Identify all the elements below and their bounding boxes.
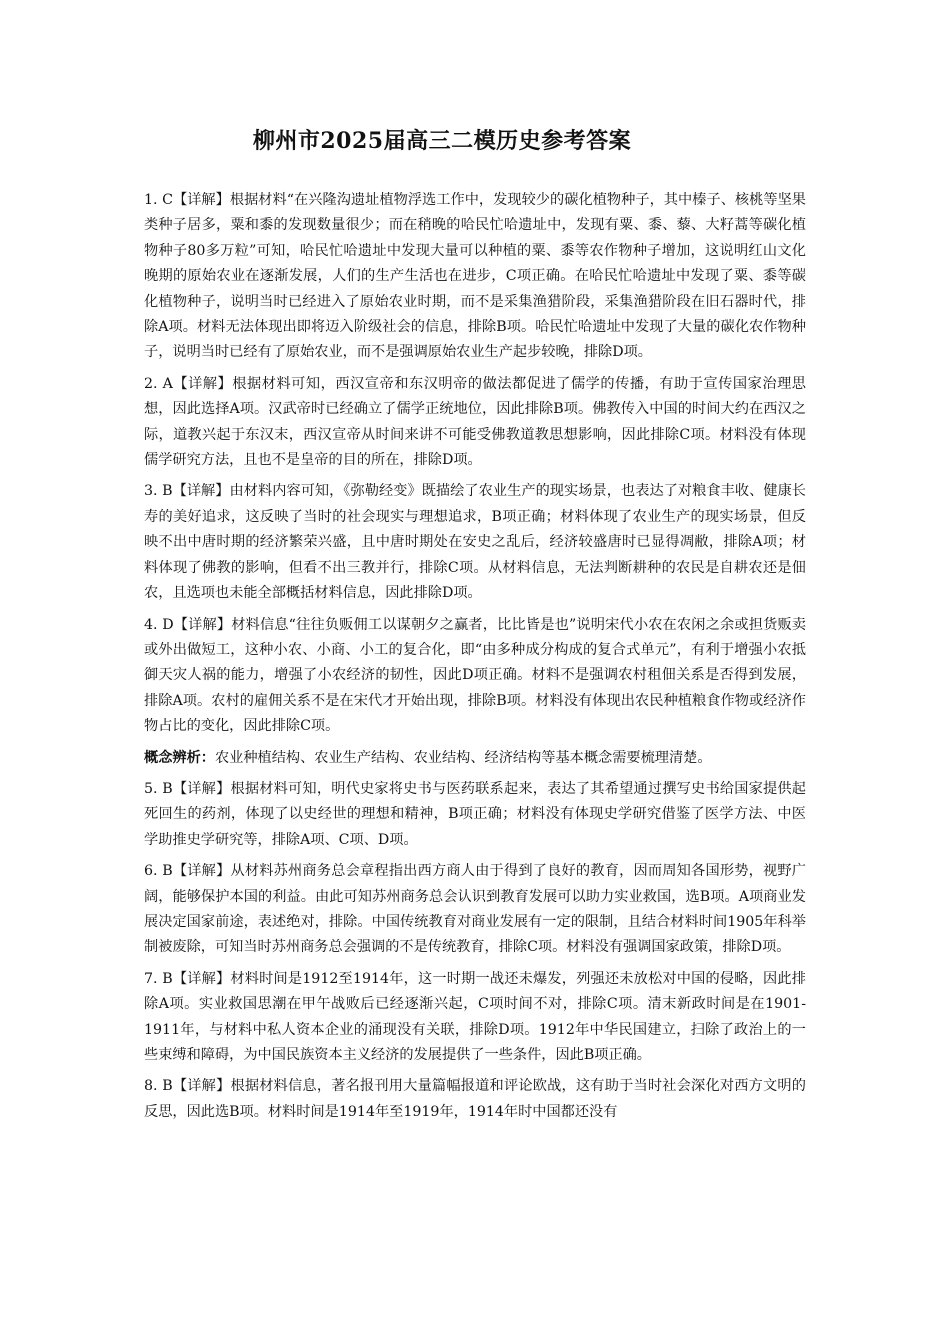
answer-number: 3. <box>144 483 158 500</box>
answer-body <box>144 188 806 1131</box>
answer-text: C【详解】根据材料“在兴隆沟遗址植物浮选工作中，发现较少的碳化植物种子，其中榛子、核桃等坚果类种子居多，粟和黍的发现数量很少；而在稍晚的哈民忙哈遗址中，发现有粟、黍、藜、大籽蒿等碳化植物种子80多万粒”可知，哈民忙哈遗址中发现大量可以种植的粟、黍等农作物种子增加，这说明红山文化晚期的原始农业在逐渐发展，人们的生产生活也在进步，C项正确。在哈民忙哈遗址中发现了粟、黍等碳化植物种子，说明当时已经进入了原始农业时期，而不是采集渔猎阶段，采集渔猎阶段在旧石器时代，排除A项。材料无法体现出即将迈入阶级社会的信息，排除B项。哈民忙哈遗址中发现了大量的碳化农作物种子，说明当时已经有了原始农业，而不是强调原始农业生产起步较晚，排除D项。 <box>144 192 806 361</box>
concept-note <box>144 746 806 771</box>
answer-text: B【详解】根据材料信息，著名报刊用大量篇幅报道和评论欧战，这有助于当时社会深化对西方文明的反思，因此选B项。材料时间是1914年至1919年，1914年时中国都还没有 <box>144 1078 806 1120</box>
answer-item-2 <box>144 372 806 474</box>
answer-item-6 <box>144 859 806 961</box>
answer-number: 4. <box>144 616 158 633</box>
answer-number: 1. <box>144 192 158 208</box>
answer-item-3 <box>144 479 806 606</box>
answer-item-5 <box>144 777 806 853</box>
answer-text: A【详解】根据材料可知，西汉宣帝和东汉明帝的做法都促进了儒学的传播，有助于宣传国家治理思想，因此选择A项。汉武帝时已经确立了儒学正统地位，因此排除B项。佛教传入中国的时间大约在西汉之际，道教兴起于东汉末，西汉宣帝从时间来讲不可能受佛教道教思想影响，因此排除C项。材料没有体现儒学研究方法，且也不是皇帝的目的所在，排除D项。 <box>144 375 806 469</box>
answer-text: B【详解】根据材料可知，明代史家将史书与医药联系起来，表达了其希望通过撰写史书给国家提供起死回生的药剂，体现了以史经世的理想和精神，B项正确；材料没有体现史学研究借鉴了医学方法、中医学助推史学研究等，排除A项、C项、D项。 <box>144 780 806 848</box>
answer-text: B【详解】材料时间是1912至1914年，这一时期一战还未爆发，列强还未放松对中国的侵略，因此排除A项。实业救国思潮在甲午战败后已经逐渐兴起，C项时间不对，排除C项。清末新政时间是在1901-1911年，与材料中私人资本企业的涌现没有关联，排除D项。1912年中华民国建立，扫除了政治上的一些束缚和障碍，为中国民族资本主义经济的发展提供了一些条件，因此B项正确。 <box>144 970 806 1063</box>
answer-item-1 <box>144 188 806 366</box>
answer-text: D【详解】材料信息“往往负贩佣工以谋朝夕之赢者，比比皆是也”说明宋代小农在农闲之余或担货贩卖或外出做短工，这种小农、小商、小工的复合化，即“由多种成分构成的复合式单元”，有利于增强小农抵御天灾人祸的能力，增强了小农经济的韧性，因此D项正确。材料不是强调农村租佃关系是否得到发展，排除A项。农村的雇佣关系不是在宋代才开始出现，排除B项。材料没有体现出农民种植粮食作物或经济作物占比的变化，因此排除C项。 <box>144 616 806 735</box>
answer-number: 5. <box>144 780 158 797</box>
answer-item-8 <box>144 1074 806 1125</box>
answer-item-7 <box>144 967 806 1069</box>
answer-text: B【详解】从材料苏州商务总会章程指出西方商人由于得到了良好的教育，因而周知各国形势，视野广阔，能够保护本国的利益。由此可知苏州商务总会认识到教育发展可以助力实业救国，选B项。A项商业发展决定国家前途，表述绝对，排除。中国传统教育对商业发展有一定的限制，且结合材料时间1905年科举制被废除，可知当时苏州商务总会强调的不是传统教育，排除C项。材料没有强调国家政策，排除D项。 <box>144 863 806 956</box>
answer-item-4 <box>144 613 806 740</box>
concept-note-label: 概念辨析： <box>144 749 215 766</box>
answer-number: 6. <box>144 863 158 880</box>
answer-number: 8. <box>144 1078 158 1095</box>
answer-number: 7. <box>144 970 158 987</box>
answer-number: 2. <box>144 375 158 392</box>
answer-text: B【详解】由材料内容可知，《弥勒经变》既描绘了农业生产的现实场景，也表达了对粮食丰收、健康长寿的美好追求，这反映了当时的社会现实与理想追求，B项正确；材料体现了农业生产的现实场景，但反映不出中唐时期的经济繁荣兴盛，且中唐时期处在安史之乱后，经济较盛唐时已显得凋敝，排除A项；材料体现了佛教的影响，但看不出三教并行，排除C项。从材料信息，无法判断耕种的农民是自耕农还是佃农，且选项也未能全部概括材料信息，因此排除D项。 <box>144 483 806 602</box>
page-title: 柳州市2025届高三二模历史参考答案 <box>252 128 632 154</box>
concept-note-text: 农业种植结构、农业生产结构、农业结构、经济结构等基本概念需要梳理清楚。 <box>214 749 712 766</box>
